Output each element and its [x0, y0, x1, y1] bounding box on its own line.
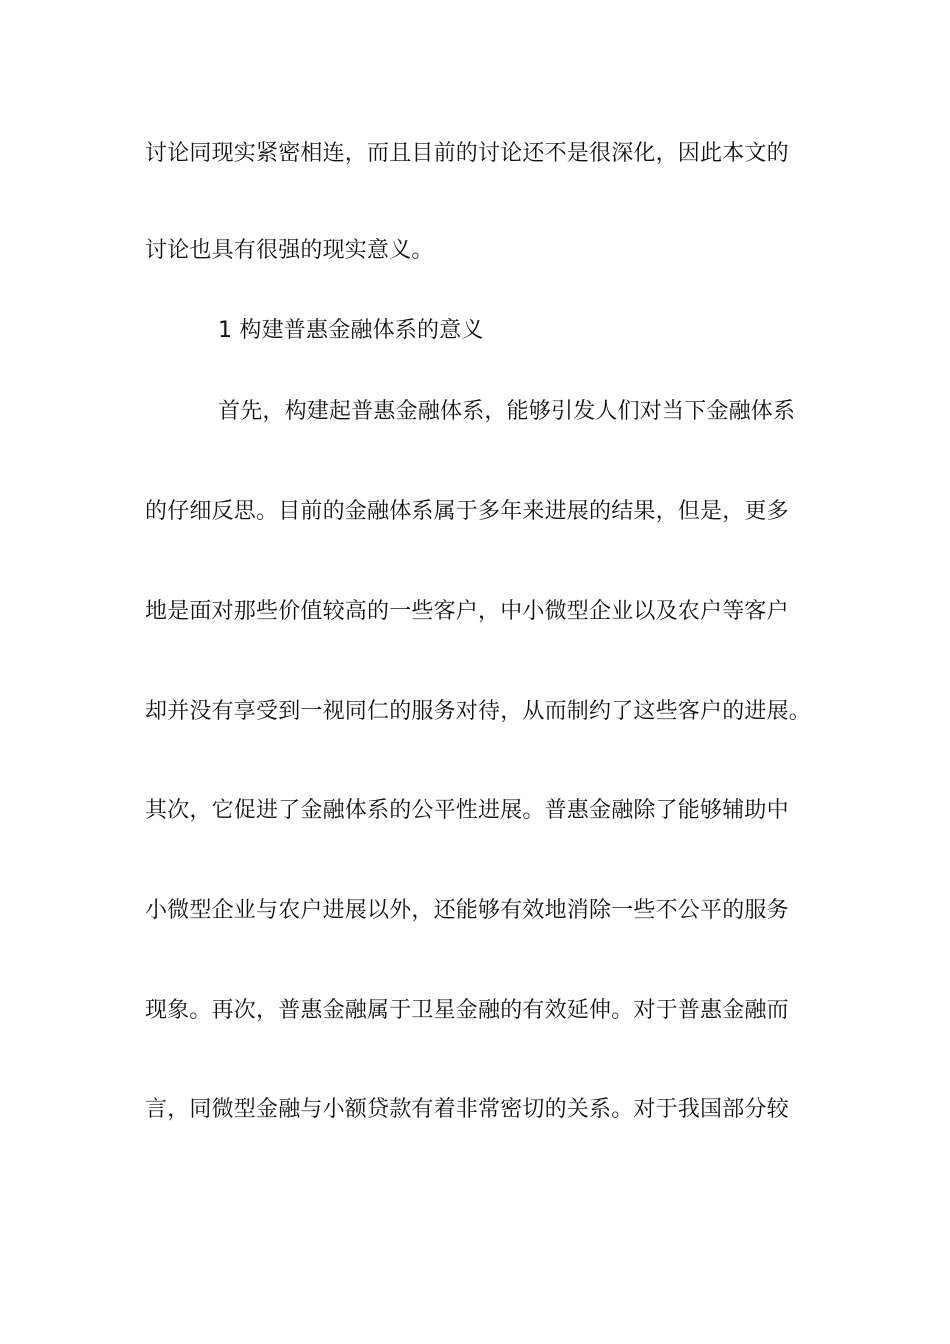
- paragraph-line-2: 讨论也具有很强的现实意义。: [145, 238, 434, 263]
- section-heading: 1 构建普惠金融体系的意义: [218, 318, 484, 343]
- paragraph-line-1: 讨论同现实紧密相连，而且目前的讨论还不是很深化，因此本文的: [145, 141, 789, 166]
- paragraph-line-8: 小微型企业与农户进展以外，还能够有效地消除一些不公平的服务: [145, 898, 789, 923]
- paragraph-line-7: 其次，它促进了金融体系的公平性进展。普惠金融除了能够辅助中: [145, 798, 789, 823]
- paragraph-line-4: 的仔细反思。目前的金融体系属于多年来进展的结果，但是，更多: [145, 499, 789, 524]
- paragraph-line-3: 首先，构建起普惠金融体系，能够引发人们对当下金融体系: [218, 399, 796, 424]
- paragraph-line-5: 地是面对那些价值较高的一些客户，中小微型企业以及农户等客户: [145, 599, 789, 624]
- paragraph-line-6: 却并没有享受到一视同仁的服务对待，从而制约了这些客户的进展。: [145, 699, 812, 724]
- paragraph-line-9: 现象。再次，普惠金融属于卫星金融的有效延伸。对于普惠金融而: [145, 998, 789, 1023]
- paragraph-line-10: 言，同微型金融与小额贷款有着非常密切的关系。对于我国部分较: [145, 1097, 789, 1122]
